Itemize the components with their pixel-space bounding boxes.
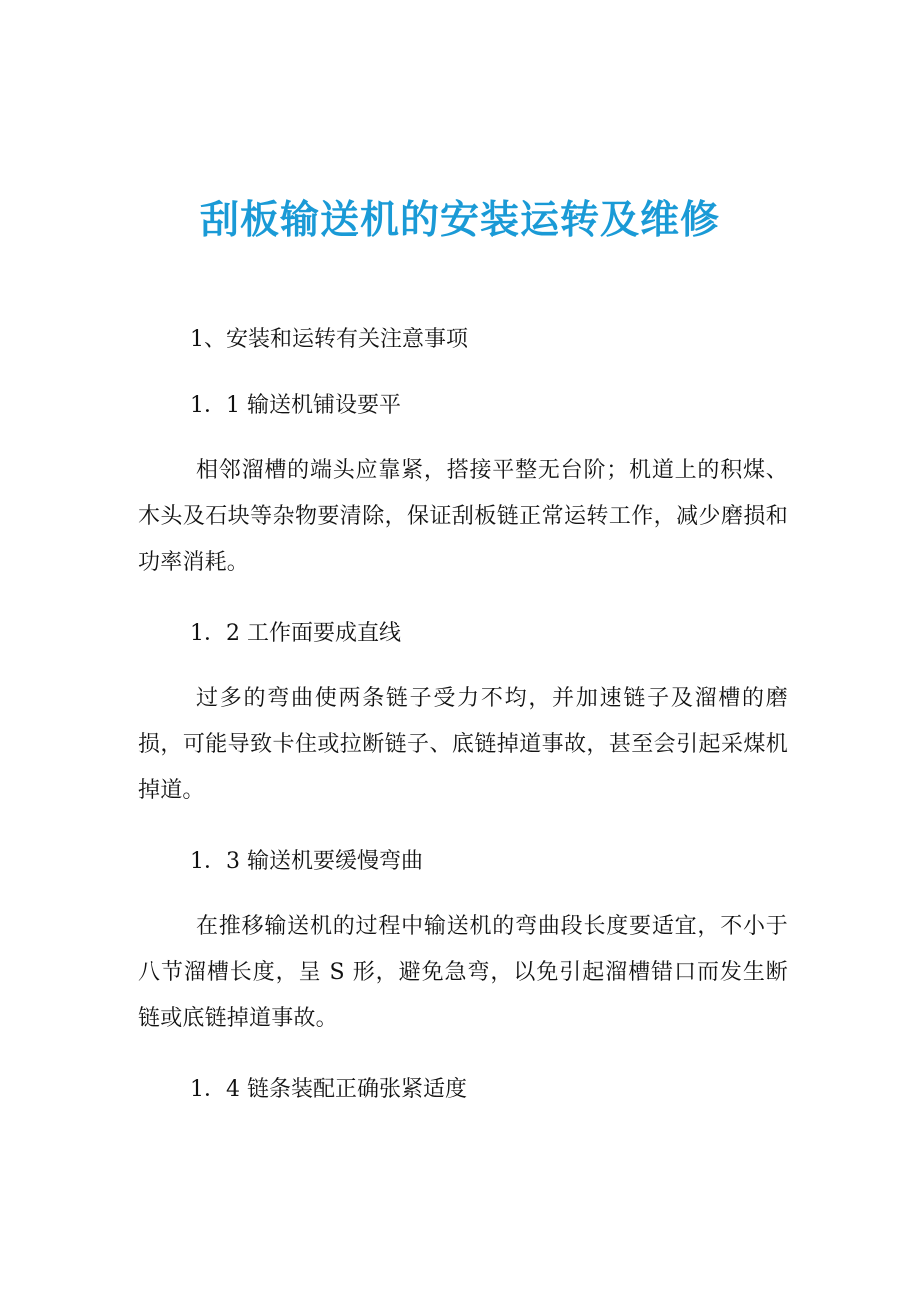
section-heading-1: 1、安装和运转有关注意事项 bbox=[190, 327, 468, 352]
section-heading-1-1: 1．1 输送机铺设要平 bbox=[190, 393, 401, 418]
paragraph-1-2: 过多的弯曲使两条链子受力不均，并加速链子及溜槽的磨损，可能导致卡住或拉断链子、底链掉道事故，甚至会引起采煤机掉道。 bbox=[138, 686, 788, 803]
section-heading-1-4: 1．4 链条装配正确张紧适度 bbox=[190, 1077, 467, 1102]
document-title: 刮板输送机的安装运转及维修 bbox=[199, 198, 720, 243]
section-heading-1-3: 1．3 输送机要缓慢弯曲 bbox=[190, 849, 423, 874]
paragraph-1-3: 在推移输送机的过程中输送机的弯曲段长度要适宜，不小于八节溜槽长度，呈 S 形，避免急弯，以免引起溜槽错口而发生断链或底链掉道事故。 bbox=[138, 914, 788, 1031]
paragraph-1-1: 相邻溜槽的端头应靠紧，搭接平整无台阶；机道上的积煤、木头及石块等杂物要清除，保证刮板链正常运转工作，减少磨损和功率消耗。 bbox=[138, 458, 788, 575]
section-heading-1-2: 1．2 工作面要成直线 bbox=[190, 621, 401, 646]
